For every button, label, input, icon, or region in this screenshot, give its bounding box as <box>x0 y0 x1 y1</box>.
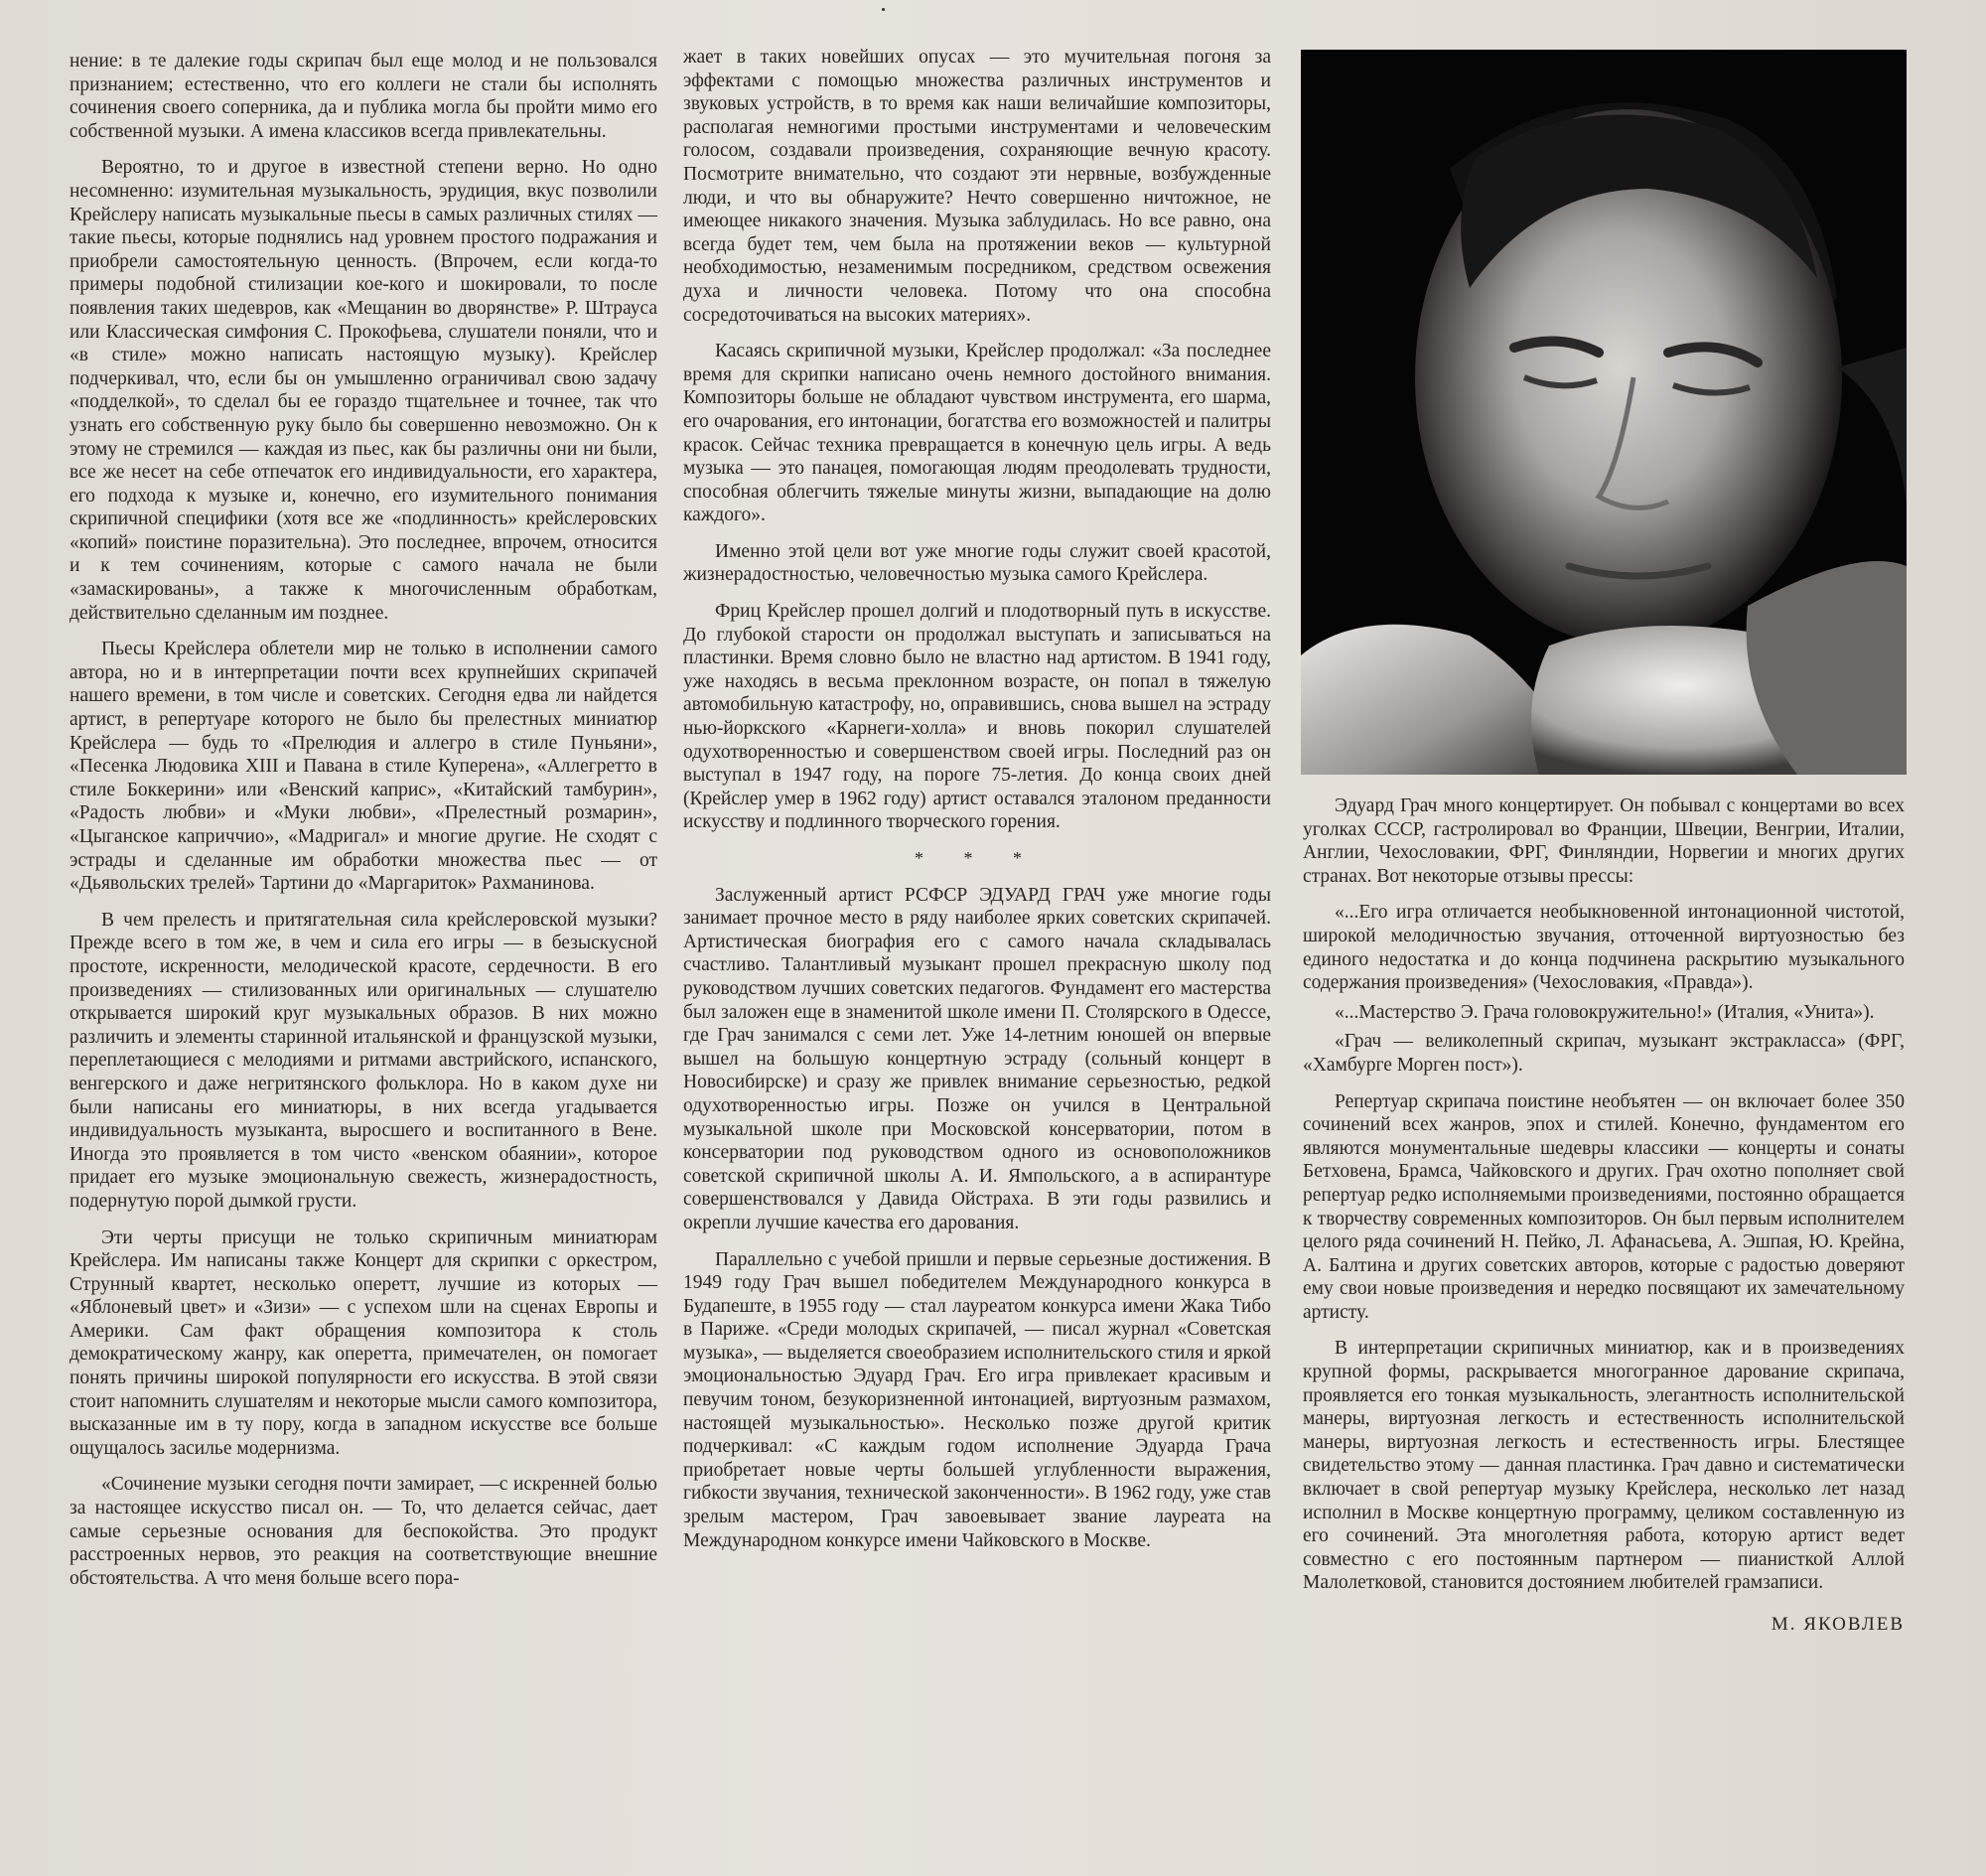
press-quote: «Грач — великолепный скрипач, музыкант экстракласса» (ФРГ, «Хамбурге Морген пост»). <box>1303 1031 1905 1076</box>
paragraph: В интерпретации скрипичных миниатюр, как и в произведениях крупной формы, раскрывается многогранное дарование скрипача, проявляется его тонкая музыкальность, элегантность исполнительской манеры, виртуозная легкость и естественность исполнительской манеры, виртуозная легкость и естественность игры. Блестящее свидетельство этому — данная пластинка. Грач давно и систематически включает в свой репертуар музыку Крейслера, несколько лет назад исполнил в Москве концертную программу, целиком составленную из его сочинений. Эта многолетняя работа, которую артист ведет совместно с его постоянным партнером — пианисткой Аллой Малолетковой, становится достоянием любителей грамзаписи. <box>1303 1338 1905 1594</box>
paragraph: нение: в те далекие годы скрипач был еще молод и не пользовался признанием; естественно, что его коллеги не стали бы исполнять сочинения своего соперника, да и публика могла бы пройти мимо его собственной музыки. А имена классиков всегда привлекательны. <box>70 51 657 142</box>
paragraph: Касаясь скрипичной музыки, Крейслер продолжал: «За последнее время для скрипки написано очень немного достойного внимания. Композиторы больше не обладают чувством инструмента, его шарма, его очарования, его интонации, богатства его возможностей и палитры красок. Сейчас техника превращается в конечную цель игры. А ведь музыка — это панацея, помогающая людям преодолевать трудности, способная облегчить тяжелые минуты жизни, выпадающие на долю каждого». <box>683 341 1271 526</box>
paragraph: Заслуженный артист РСФСР ЭДУАРД ГРАЧ уже многие годы занимает прочное место в ряду наиболее ярких советских скрипачей. Артистическая биография его с самого начала складывалась счастливо. Талантливый музыкант прошел прекрасную школу под руководством лучших советских педагогов. Фундамент его мастерства был заложен еще в знаменитой школе имени П. Столярского в Одессе, где Грач занимался с семи лет. Уже 14-летним юношей он впервые вышел на большую концертную эстраду (сольный концерт в Новосибирске) и сразу же привлек внимание серьезностью, редкой одухотворенностью игры. Позже он учился в Центральной музыкальной школе при Московской консерватории, потом в консерватории под руководством одного из основоположников советской скрипичной школы А. И. Ямпольского, а в аспирантуре совершенствовался у Давида Ойстраха. В эти годы развились и окрепли лучшие качества его дарования. <box>683 884 1271 1233</box>
paragraph: «Сочинение музыки сегодня почти замирает, —с искренней болью за настоящее искусство писал он. — То, что делается сейчас, дает самые серьезные основания для беспокойства. Это продукт расстроенных нервов, это реакция на соответствующие внешние обстоятельства. А что меня больше всего пора- <box>70 1474 657 1589</box>
text-column-right <box>1303 794 1905 1637</box>
paragraph: Эдуард Грач много концертирует. Он побывал с концертами во всех уголках СССР, гастролировал во Франции, Швеции, Венгрии, Италии, Англии, Чехословакии, ФРГ, Финляндии, Норвегии и многих других странах. Вот некоторые отзывы прессы: <box>1303 795 1905 887</box>
paragraph: Именно этой цели вот уже многие годы служит своей красотой, жизнерадостностью, человечностью музыка самого Крейслера. <box>683 540 1271 586</box>
paragraph: Эти черты присущи не только скрипичным миниатюрам Крейслера. Им написаны также Концерт для скрипки с оркестром, Струнный квартет, несколько оперетт, лучшие из которых — «Яблоневый цвет» и «Зизи» — с успехом шли на сценах Европы и Америки. Сам факт обращения композитора к столь демократическому жанру, как оперетта, примечателен, он помогает понять причины широкой популярности его искусства. В этой связи стоит напомнить слушателям и некоторые мысли самого композитора, высказанные им в ту пору, когда в западном искусстве все больше ощущалось засилье модернизма. <box>70 1227 657 1459</box>
text-column-middle <box>683 46 1271 1565</box>
print-dot <box>882 8 885 11</box>
paragraph: Репертуар скрипача поистине необъятен — он включает более 350 сочинений всех жанров, эпох и стилей. Конечно, фундаментом его являются монументальные шедевры классики — концерты и сонаты Бетховена, Брамса, Чайковского и других. Грач охотно пополняет свой репертуар редко исполняемыми произведениями, постоянно обращается к творчеству современных композиторов. Он был первым исполнителем целого ряда сочинений Н. Пейко, Л. Афанасьева, А. Эшпая, Ю. Крейна, А. Балтина и других советских авторов, которые с радостью доверяют ему свои новые произведения и нередко посвящают их замечательному артисту. <box>1303 1090 1905 1323</box>
press-quote: «...Его игра отличается необыкновенной интонационной чистотой, широкой мелодичностью звучания, отточенной виртуозностью без единого недостатка и до конца подчинена раскрытию музыкального содержания произведения» (Чехословакия, «Правда»). <box>1303 902 1905 994</box>
paragraph: Пьесы Крейслера облетели мир не только в исполнении самого автора, но и в интерпретации почти всех крупнейших скрипачей нашего времени, в том числе и советских. Сегодня едва ли найдется артист, в репертуаре которого не было бы прелестных миниатюр Крейслера — будь то «Прелюдия и аллегро в стиле Пуньяни», «Песенка Людовика XIII и Павана в стиле Куперена», «Аллегретто в стиле Боккерини» или «Венский каприс», «Китайский тамбурин», «Радость любви» и «Муки любви», «Прелестный розмарин», «Цыганское каприччио», «Мадригал» и многие другие. Не сходят с эстрады и сделанные им обработки множества пьес — от «Дьявольских трелей» Тартини до «Маргариток» Рахманинова. <box>70 639 657 895</box>
paragraph: Фриц Крейслер прошел долгий и плодотворный путь в искусстве. До глубокой старости он продолжал выступать и записываться на пластинки. Время словно было не властно над артистом. В 1941 году, уже находясь в весьма преклонном возрасте, он попал в тяжелую автомобильную катастрофу, но, оправившись, снова вышел на эстраду нью-йоркского «Карнеги-холла» и вновь покорил слушателей одухотворенностью и совершенством своей игры. Последний раз он выступал в 1947 году, на пороге 75-летия. До конца своих дней (Крейслер умер в 1962 году) артист оставался эталоном преданности искусству и подлинного творческого горения. <box>683 601 1271 833</box>
text-column-left <box>70 50 657 1603</box>
paragraph: Вероятно, то и другое в известной степени верно. Но одно несомненно: изумительная музыкальность, эрудиция, вкус позволили Крейслеру написать музыкальные пьесы в самых различных стилях — такие пьесы, которые поднялись над уровнем простого подражания и приобрели самостоятельную ценность. (Впрочем, если когда-то примеры подобной стилизации кое-кого и шокировали, то после появления таких шедевров, как «Мещанин во дворянстве» Р. Штрауса или Классическая симфония С. Прокофьева, слушатели поняли, что и «в стиле» можно написать настоящую музыку). Крейслер подчеркивал, что, если бы он умышленно ограничивал свою задачу «подделкой», то сделал бы ее гораздо тщательнее и точнее, так что узнать его собственную руку было бы совершенно невозможно. Он к этому не стремился — каждая из пьес, как бы различны они ни были, все же несет на себе отпечаток его индивидуальности, его характера, его подхода к музыке и, конечно, его изумительного понимания скрипичной специфики (хотя все же «подлинность» крейслеровских «копий» поистине поразительна). Это последнее, впрочем, относится и к тем сочинениям, которые с самого начала не были «замаскированы», а также к многочисленным обработкам, действительно сделанным им позднее. <box>70 157 657 624</box>
author-signature: М. ЯКОВЛЕВ <box>1771 1614 1905 1635</box>
paragraph: жает в таких новейших опусах — это мучительная погоня за эффектами с помощью множества различных инструментов и звуковых устройств, в то время как наши величайшие композиторы, располагая немногими простыми инструментами и человеческим голосом, создавали произведения, сохраняющие вечную красоту. Посмотрите внимательно, что создают эти нервные, возбужденные люди, и что вы обнаружите? Нечто совершенно ничтожное, не имеющее никакого значения. Музыка заблудилась. Но все равно, она всегда будет тем, чем была на протяжении веков — культурной необходимостью, незаменимым посредником, средством освежения духа и личности человека. Потому что она способна сосредоточиваться на высоких материях». <box>683 47 1271 326</box>
section-separator: * * * <box>915 848 1040 868</box>
paragraph: Параллельно с учебой пришли и первые серьезные достижения. В 1949 году Грач вышел победителем Международного конкурса в Будапеште, в 1955 году — стал лауреатом конкурса имени Жака Тибо в Париже. «Среди молодых скрипачей, — писал журнал «Советская музыка», — выделяется своеобразием исполнительского стиля и яркой эмоциональностью Эдуард Грач. Его игра привлекает красивым и певучим тоном, безукоризненной интонацией, виртуозным размахом, настоящей музыкальностью». Несколько позже другой критик подчеркивал: «С каждым годом исполнение Эдуарда Грача приобретает новые черты большей углубленности выражения, гибкости звучания, технической законченности». В 1962 году, уже став зрелым мастером, Грач завоевывает звание лауреата на Международном конкурсе имени Чайковского в Москве. <box>683 1248 1271 1551</box>
portrait-photo <box>1301 50 1907 775</box>
press-quote: «...Мастерство Э. Грача головокружительно!» (Италия, «Унита»). <box>1335 1001 1875 1023</box>
paragraph: В чем прелесть и притягательная сила крейслеровской музыки? Прежде всего в том же, в чем и сила его игры — в безыскусной простоте, искренности, мелодической красоте, сердечности. В его произведениях — стилизованных или оригинальных — слушателю открывается широкий круг музыкальных образов. В них можно различить и элементы старинной итальянской и французской музыки, переплетающиеся с мелодиями и ритмами австрийского, испанского, венгерского и даже негритянского фольклора. Но в каком духе ни были написаны его миниатюры, в них всегда угадывается индивидуальность музыканта, выросшего и воспитанного в Вене. Иногда это проявляется в том чисто «венском обаянии», которое придает его музыке эмоциональную свежесть, жизнерадостность, подернутую порой дымкой грусти. <box>70 909 657 1212</box>
